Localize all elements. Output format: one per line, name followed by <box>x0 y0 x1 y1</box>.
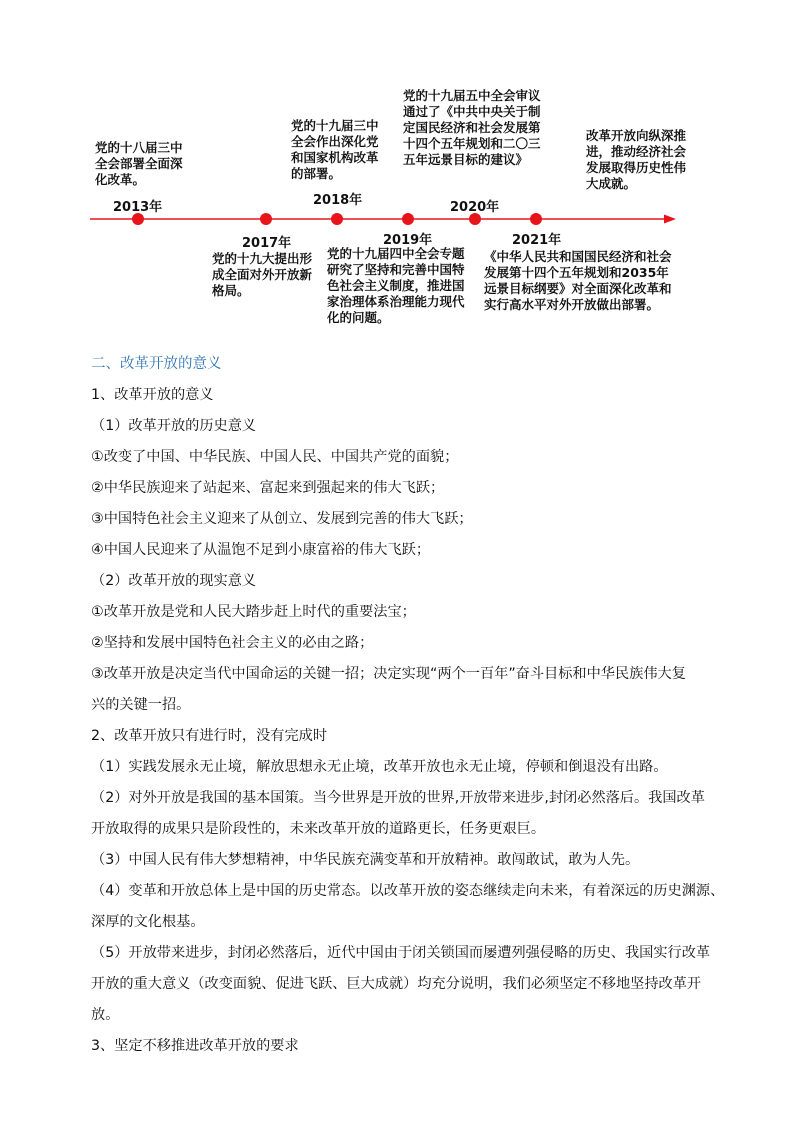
timeline-year-2018: 2018年 <box>313 193 363 208</box>
paragraph: 开放的重大意义（改变面貌、促进飞跃、巨大成就）均充分说明，我们必须坚定不移地坚持改革开 <box>91 976 702 992</box>
timeline-event-2020: 党的十九届五中全会审议通过了《中共中央关于制定国民经济和社会发展第十四个五年规划和二〇三五年远景目标的建议》 <box>403 88 541 167</box>
paragraph: ②中华民族迎来了站起来、富起来到强起来的伟大飞跃； <box>91 480 445 496</box>
timeline-year-2017: 2017年 <box>242 236 292 251</box>
timeline-event-2013: 党的十八届三中全会部署全面深化改革。 <box>95 140 183 187</box>
timeline-year-2019: 2019年 <box>383 233 433 248</box>
timeline-dot-2019 <box>402 213 414 225</box>
timeline-arrow-icon <box>664 215 676 224</box>
heading-2: 2、改革开放只有进行时，没有完成时 <box>91 728 328 744</box>
paragraph: ①改革开放是党和人民大踏步赶上时代的重要法宝； <box>91 604 416 620</box>
timeline-dot-2018 <box>331 213 343 225</box>
timeline-event-2017: 党的十九大提出形成全面对外开放新格局。 <box>212 251 313 298</box>
paragraph: ②坚持和发展中国特色社会主义的必由之路； <box>91 635 374 651</box>
paragraph: （2）对外开放是我国的基本国策。当今世界是开放的世界,开放带来进步,封闭必然落后。我国改革 <box>91 790 705 806</box>
paragraph: 放。 <box>91 1007 120 1023</box>
timeline-event-2018: 党的十九届三中全会作出深化党和国家机构改革的部署。 <box>291 118 379 181</box>
document-body <box>91 380 725 1062</box>
heading-1: 1、改革开放的意义 <box>91 387 214 403</box>
paragraph: 开放取得的成果只是阶段性的，未来改革开放的道路更长，任务更艰巨。 <box>91 821 546 837</box>
paragraph: （1）实践发展永无止境，解放思想永无止境，改革开放也永无止境，停顿和倒退没有出路。 <box>91 759 668 775</box>
timeline-year-2020: 2020年 <box>450 200 500 215</box>
paragraph: （3）中国人民有伟大梦想精神，中华民族充满变革和开放精神。敢闯敢试，敢为人先。 <box>91 852 640 868</box>
heading-3: 3、坚定不移推进改革开放的要求 <box>91 1038 299 1054</box>
section-title: 二、改革开放的意义 <box>91 356 222 372</box>
timeline-year-2021: 2021年 <box>512 233 562 248</box>
timeline-event-2019: 党的十九届四中全会专题研究了坚持和完善中国特色社会主义制度，推进国家治理体系治理能力现代化的问题。 <box>327 246 465 325</box>
paragraph: （4）变革和开放总体上是中国的历史常态。以改革开放的姿态继续走向未来，有着深远的历史渊源、 <box>91 883 725 899</box>
paragraph: ③改革开放是决定当代中国命运的关键一招；决定实现“两个一百年”奋斗目标和中华民族伟大复 <box>91 666 686 682</box>
paragraph: （5）开放带来进步，封闭必然落后，近代中国由于闭关锁国而屡遭列强侵略的历史、我国实行改革 <box>91 945 711 961</box>
paragraph: ④中国人民迎来了从温饱不足到小康富裕的伟大飞跃； <box>91 542 431 558</box>
paragraph: 深厚的文化根基。 <box>91 914 205 930</box>
paragraph: ③中国特色社会主义迎来了从创立、发展到完善的伟大飞跃； <box>91 511 473 527</box>
timeline-dot-2017 <box>260 213 272 225</box>
paragraph: 兴的关键一招。 <box>91 697 191 713</box>
timeline-event-future: 改革开放向纵深推进，推动经济社会发展取得历史性伟大成就。 <box>586 128 687 191</box>
timeline-dot-2021 <box>530 213 542 225</box>
timeline-year-2013: 2013年 <box>113 200 163 215</box>
paragraph: ①改变了中国、中华民族、中国人民、中国共产党的面貌； <box>91 449 459 465</box>
subheading-1-2: （2）改革开放的现实意义 <box>91 573 257 589</box>
timeline-event-2021: 《中华人民共和国国民经济和社会发展第十四个五年规划和2035年远景目标纲要》对全面深化改革和实行高水平对外开放做出部署。 <box>484 249 672 312</box>
subheading-1-1: （1）改革开放的历史意义 <box>91 418 257 434</box>
